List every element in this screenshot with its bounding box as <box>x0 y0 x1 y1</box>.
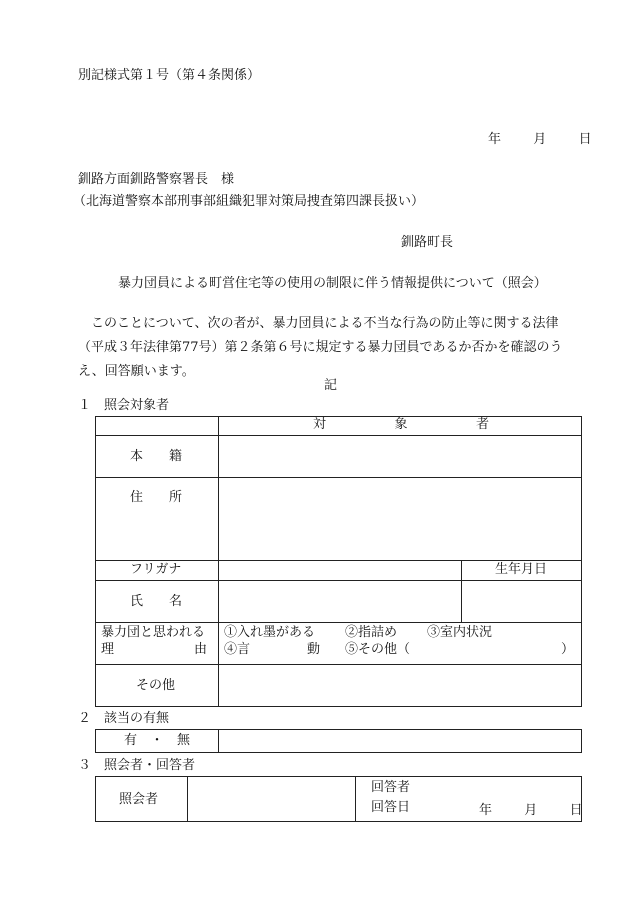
other-label: その他 <box>136 678 176 693</box>
applicability-table <box>95 729 582 753</box>
reason-tattoo: ①入れ墨がある <box>224 625 316 640</box>
reason-label-2: 理 由 <box>101 642 207 657</box>
answerer-label: 回答者 <box>371 780 411 795</box>
section3-heading: ３ 照会者・回答者 <box>78 758 196 773</box>
reason-finger: ②指詰め <box>345 625 398 640</box>
date-day: 日 <box>578 132 592 147</box>
reason-behavior: ④言 動 <box>224 642 320 657</box>
document-title: 暴力団員による町営住宅等の使用の制限に伴う情報提供について（照会） <box>118 276 547 291</box>
inquirer-answerer-table <box>95 776 582 822</box>
birthdate-label: 生年月日 <box>495 562 548 577</box>
inquiry-target-table <box>95 416 582 707</box>
yes-no-label: 有 ・ 無 <box>124 733 190 748</box>
answer-date-value: 年 月 日 <box>479 803 583 818</box>
sender: 釧路町長 <box>401 235 454 250</box>
reason-other-close: ） <box>561 642 575 657</box>
inquirer-label: 照会者 <box>119 792 159 807</box>
section2-heading: ２ 該当の有無 <box>78 711 170 726</box>
furigana-label: フリガナ <box>130 562 182 577</box>
handler-note: （北海道警察本部刑事部組織犯罪対策局捜査第四課長扱い） <box>73 194 425 209</box>
body-paragraph: このことについて、次の者が、暴力団員による不当な行為の防止等に関する法律（平成３年法律第77号）第２条第６号に規定する暴力団員であるか否かを確認のうえ、回答願います。 <box>78 316 563 379</box>
addressee: 釧路方面釧路警察署長 様 <box>78 172 235 187</box>
target-column-header: 対 象 者 <box>313 417 489 432</box>
reason-label: 暴力団と思われる <box>101 625 206 640</box>
reason-room: ③室内状況 <box>427 625 493 640</box>
name-label: 氏 名 <box>130 594 182 609</box>
form-number: 別記様式第１号（第４条関係） <box>78 68 261 83</box>
address-label: 住 所 <box>130 490 182 505</box>
section1-heading: １ 照会対象者 <box>78 398 170 413</box>
date-month: 月 <box>533 132 547 147</box>
ki-marker: 記 <box>324 378 338 393</box>
date-line <box>488 132 592 148</box>
honseki-label: 本 籍 <box>130 449 182 464</box>
reason-other: ⑤その他（ <box>345 642 411 657</box>
answer-date-label: 回答日 <box>371 800 411 815</box>
date-year: 年 <box>488 132 502 147</box>
